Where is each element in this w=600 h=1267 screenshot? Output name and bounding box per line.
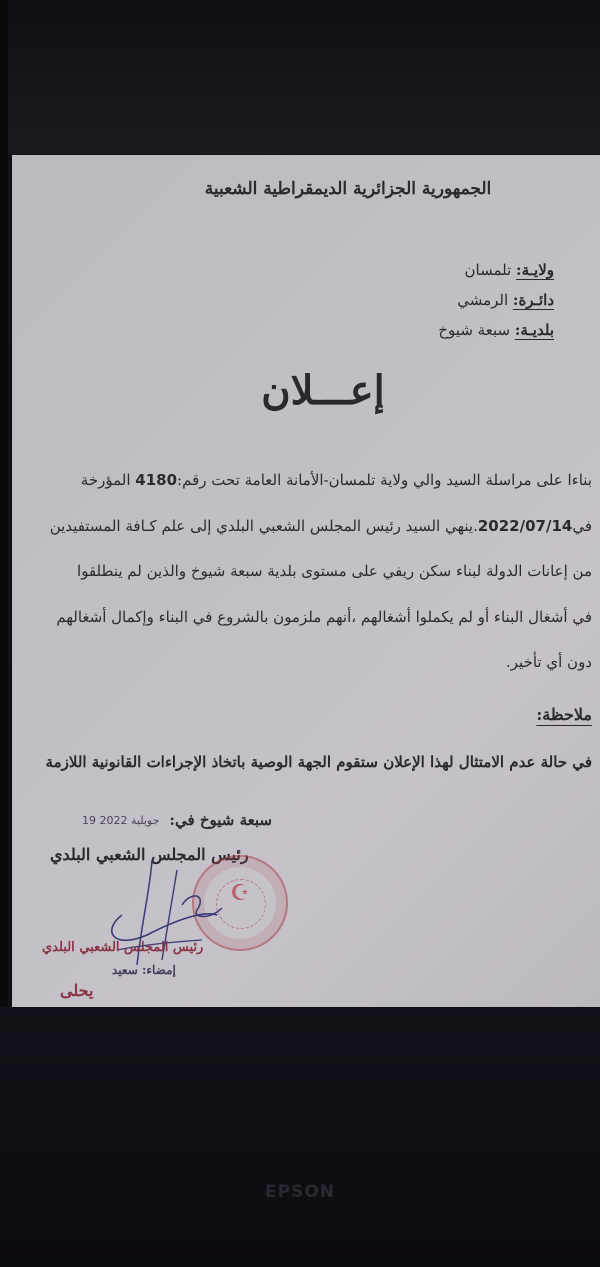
baladia-value: سبعة شيوخ (438, 321, 511, 339)
body-line-2 (37, 504, 592, 550)
wilaya-label: ولايـة: (516, 261, 554, 279)
signer-name: يحلى (60, 981, 94, 1000)
body-line-1 (37, 458, 592, 504)
body-text-segment: في (572, 516, 592, 535)
correspondence-date: 2022/07/14 (477, 516, 573, 535)
daira-line (438, 285, 554, 315)
baladia-label: بلديـة: (514, 321, 554, 339)
stamp-signer-title: رئيس المجلس الشعبي البلدي (42, 940, 204, 955)
reference-number: 4180 (135, 471, 178, 489)
signing-place: سبعة شيوخ في: (169, 811, 272, 829)
note-text: في حالة عدم الامتثال لهذا الإعلان ستقوم الجهة الوصية باتخاذ الإجراءات القانونية اللازمة (45, 753, 592, 771)
daira-label: دائـرة: (512, 291, 554, 309)
scanner-lid (0, 0, 600, 155)
wilaya-line (438, 255, 554, 285)
body-text-segment: المؤرخة (80, 471, 136, 489)
crescent-star-icon: ☪ (230, 881, 250, 906)
date-stamp: 19 جويلية 2022 (82, 813, 160, 827)
announcement-title: إعـــلان (261, 367, 385, 414)
body-text-segment: .ينهي السيد رئيس المجلس الشعبي البلدي إلى علم كـافة المستفيدين (49, 516, 478, 535)
scanner-brand-label: EPSON (265, 1182, 335, 1202)
scanner-body (0, 1007, 600, 1267)
administrative-info (438, 255, 554, 345)
body-line-5: دون أي تأخير. (506, 653, 592, 671)
signer-title: رئيس المجلس الشعبي البلدي (50, 845, 249, 864)
body-line-3: من إعانات الدولة لبناء سكن ريفي على مستوى بلدية سبعة شيوخ والذين لم ينطلقوا (77, 562, 592, 580)
daira-value: الرمشي (457, 291, 509, 309)
body-line-4: في أشغال البناء أو لم يكملوا أشغالهم ،أنهم ملزمون بالشروع في البناء وإكمال أشغالهم (56, 607, 592, 626)
announcement-body (37, 458, 592, 686)
wilaya-value: تلمسان (464, 261, 512, 279)
body-text-segment: بناءا على مراسلة السيد والي ولاية تلمسان-الأمانة العامة تحت رقم: (177, 471, 592, 489)
signing-place-date (82, 811, 272, 829)
republic-header: الجمهورية الجزائرية الديمقراطية الشعبية (204, 179, 492, 199)
note-label: ملاحظة: (536, 705, 592, 724)
signature-label: إمضاء: سعيد (112, 963, 176, 977)
baladia-line (438, 315, 554, 345)
announcement-page (12, 155, 600, 1007)
